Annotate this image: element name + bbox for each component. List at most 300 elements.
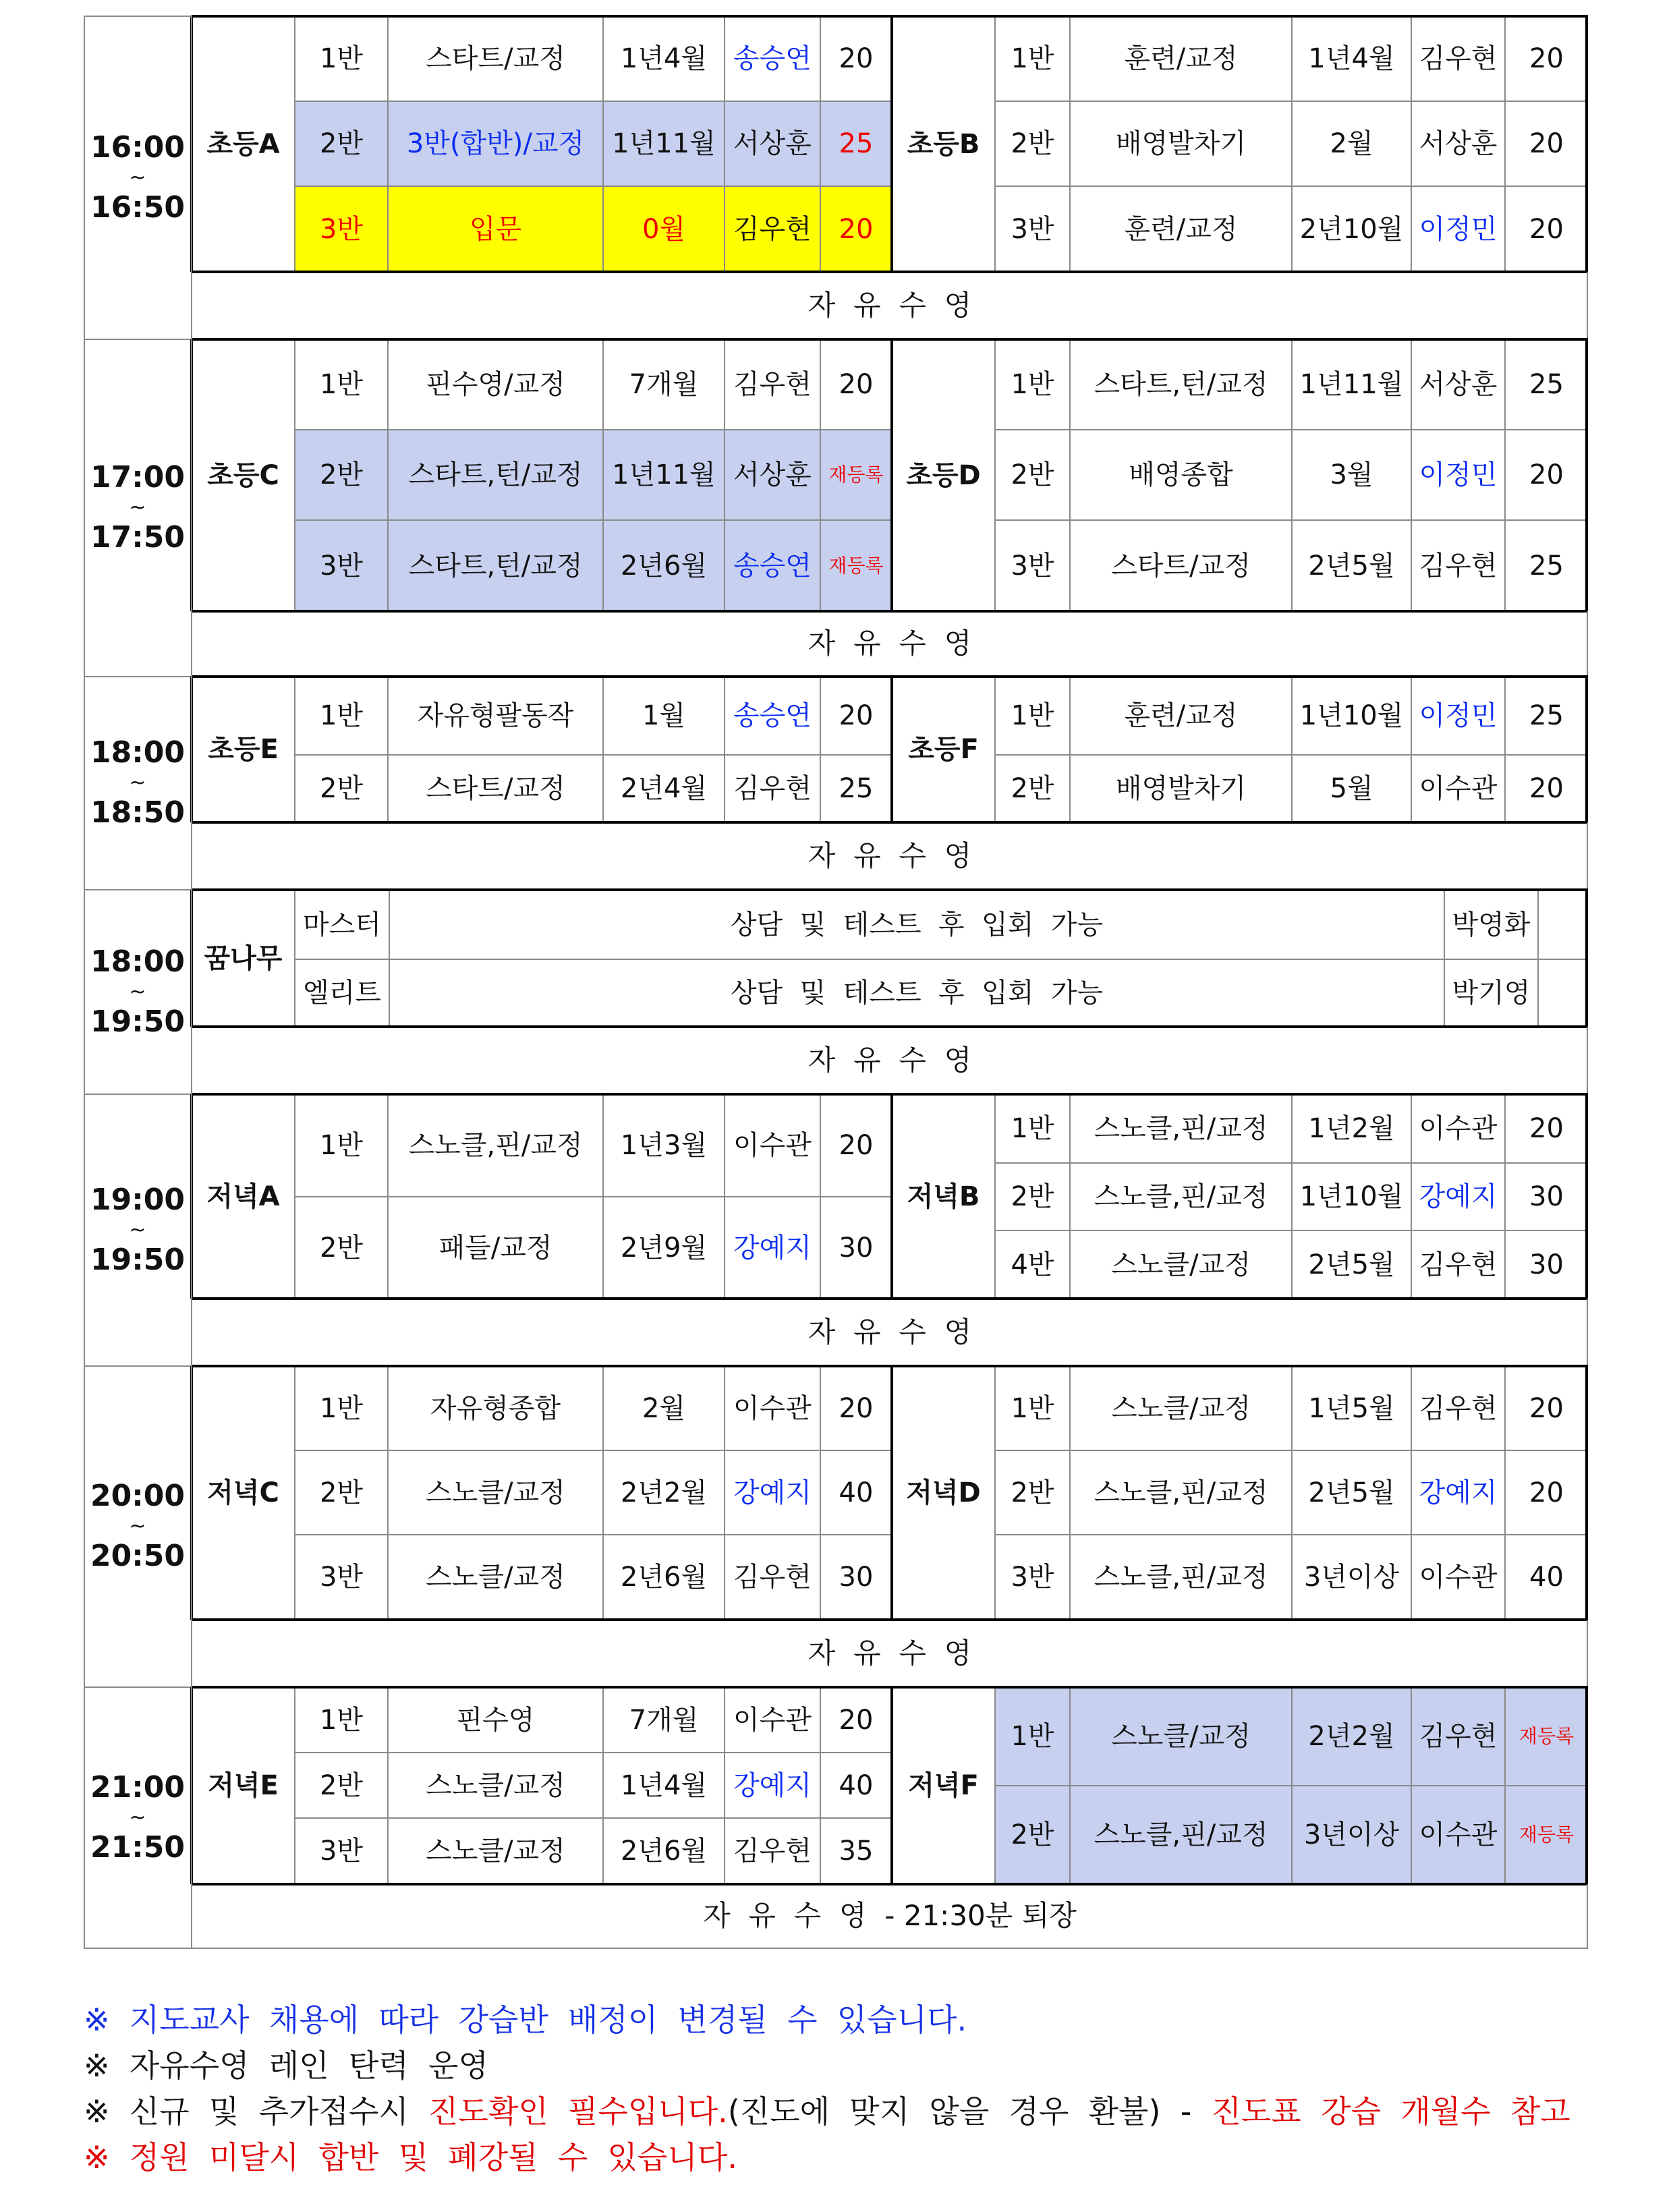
grid-line (1069, 1094, 1071, 1299)
grid-line (387, 339, 389, 611)
class-period: 1년3월 (620, 1130, 708, 1161)
class-capacity: 재등록 (1505, 1687, 1588, 1786)
class-period: 2년6월 (620, 1836, 708, 1867)
class-number: 1반 (1011, 1392, 1054, 1424)
class-period: 7개월 (629, 1704, 699, 1736)
class-period: 2년10월 (1299, 213, 1404, 245)
grid-line (1587, 822, 1588, 890)
teacher-name: 이수관 (733, 1392, 812, 1424)
class-number: 3반 (1011, 213, 1054, 245)
teacher-name: 김우현 (733, 369, 812, 400)
class-number: 2반 (1011, 459, 1054, 490)
time-separator: ~ (129, 165, 146, 190)
class-content: 자유형팔동작 (417, 700, 574, 731)
free-swim-row: 자 유 수 영 (807, 1315, 972, 1349)
grid-line (84, 16, 85, 1948)
grid-line (1291, 1094, 1293, 1299)
class-period: 2월 (642, 1392, 686, 1424)
grid-line (1585, 1687, 1588, 1884)
teacher-name: 이수관 (733, 1130, 812, 1161)
class-capacity: 25 (1529, 550, 1564, 582)
grid-line (1291, 16, 1293, 272)
class-capacity: 20 (820, 186, 892, 272)
time-separator: ~ (129, 496, 146, 519)
grid-line (294, 16, 295, 272)
class-number: 1반 (1011, 43, 1054, 74)
grid-line (387, 677, 389, 822)
grid-line (890, 1366, 893, 1620)
grid-line (1411, 677, 1412, 822)
time-slot (84, 1094, 192, 1366)
note-text: ※ 자유수영 레인 탄력 운영 (84, 2047, 488, 2084)
grid-line (1411, 16, 1412, 272)
class-number: 1반 (319, 369, 364, 400)
class-period: 2년6월 (603, 520, 725, 611)
class-number: 2반 (295, 430, 388, 520)
class-capacity: 35 (839, 1836, 874, 1867)
program-note: 상담 및 테스트 후 입회 가능 (730, 909, 1104, 940)
teacher-name: 강예지 (1419, 1477, 1498, 1508)
time-slot (84, 890, 192, 1094)
grid-line (192, 15, 1588, 18)
class-number: 1반 (1011, 700, 1054, 731)
teacher-name: 김우현 (725, 186, 820, 272)
class-content: 패들/교정 (438, 1232, 552, 1264)
time-end: 16:50 (90, 190, 186, 225)
grid-line (820, 1366, 821, 1620)
teacher-name: 박기영 (1452, 977, 1531, 1009)
teacher-name: 송승연 (725, 520, 820, 611)
teacher-name: 김우현 (733, 1836, 812, 1867)
class-period: 1년11월 (1299, 369, 1404, 400)
class-number: 1반 (319, 700, 364, 731)
teacher-name: 이수관 (1411, 1786, 1505, 1884)
class-content: 핀수영/교정 (426, 369, 565, 400)
grid-line (820, 339, 821, 611)
class-number: 4반 (1011, 1249, 1054, 1280)
teacher-name: 김우현 (1419, 550, 1498, 582)
class-period: 1년4월 (620, 43, 708, 74)
free-swim-row: 자 유 수 영 (807, 1636, 972, 1670)
grid-line (1069, 339, 1071, 611)
time-slot (84, 1366, 192, 1687)
grid-line (724, 1094, 725, 1299)
time-separator: ~ (129, 771, 146, 795)
grid-line (1504, 1366, 1506, 1620)
class-capacity: 20 (1529, 459, 1564, 490)
class-number: 2반 (1011, 773, 1054, 804)
class-number: 3반 (295, 520, 388, 611)
grid-line (994, 677, 996, 822)
grid-line (1069, 16, 1071, 272)
group-name: 저녁B (907, 1181, 980, 1212)
class-number: 2반 (295, 101, 388, 186)
class-content: 스노클,핀/교정 (1094, 1477, 1268, 1508)
class-number: 3반 (319, 1836, 364, 1867)
grid-line (602, 1094, 604, 1299)
teacher-name: 송승연 (733, 43, 812, 74)
grid-line (1411, 1366, 1412, 1620)
grid-line (602, 677, 604, 822)
class-capacity: 25 (1529, 369, 1564, 400)
class-period: 2년9월 (620, 1232, 708, 1264)
grid-line (295, 1450, 892, 1451)
teacher-name: 김우현 (1419, 1392, 1498, 1424)
note-line (84, 2043, 1588, 2089)
class-content: 스노클/교정 (426, 1836, 565, 1867)
grid-line (1537, 890, 1539, 1027)
class-number: 2반 (995, 1786, 1070, 1884)
class-capacity: 30 (1529, 1249, 1564, 1280)
class-period: 2년2월 (1292, 1687, 1411, 1786)
grid-line (994, 16, 996, 272)
teacher-name: 강예지 (1419, 1181, 1498, 1212)
group-name: 저녁E (208, 1770, 279, 1801)
grid-line (820, 16, 821, 272)
class-number: 3반 (319, 1562, 364, 1593)
grid-line (192, 888, 1588, 891)
class-content: 스타트/교정 (426, 773, 565, 804)
class-period: 1년10월 (1299, 700, 1404, 731)
grid-line (890, 1094, 893, 1299)
class-capacity: 25 (839, 773, 874, 804)
teacher-name: 서상훈 (725, 101, 820, 186)
class-content: 스타트,턴/교정 (1094, 369, 1268, 400)
grid-line (1587, 1027, 1588, 1094)
class-number: 1반 (1011, 369, 1054, 400)
class-content: 배영발차기 (1115, 128, 1247, 159)
teacher-name: 강예지 (733, 1477, 812, 1508)
grid-line (994, 1366, 996, 1620)
free-swim-row: 자 유 수 영 (807, 839, 972, 872)
grid-line (1504, 1094, 1506, 1299)
time-separator: ~ (129, 1805, 146, 1830)
class-content: 자유형종합 (430, 1392, 561, 1424)
grid-line (724, 1366, 725, 1620)
teacher-name: 이정민 (1419, 700, 1498, 731)
grid-line (387, 1366, 389, 1620)
grid-line (1504, 677, 1506, 822)
class-period: 1년11월 (603, 430, 725, 520)
time-separator: ~ (129, 980, 146, 1004)
grid-line (295, 186, 892, 187)
class-number: 3반 (1011, 1562, 1054, 1593)
class-content: 스타트,턴/교정 (388, 430, 603, 520)
free-swim-row: 자 유 수 영 (807, 288, 972, 322)
class-content: 스노클/교정 (426, 1769, 565, 1801)
class-content: 3반(합반)/교정 (388, 101, 603, 186)
time-start: 20:00 (90, 1479, 186, 1514)
class-number: 1반 (319, 43, 364, 74)
grid-line (389, 890, 390, 1027)
note-text: ※ 신규 및 추가접수시 (84, 2093, 429, 2130)
teacher-name: 김우현 (1411, 1687, 1505, 1786)
group-name: 초등E (208, 734, 279, 765)
class-capacity: 20 (839, 1392, 874, 1424)
class-number: 2반 (1011, 1477, 1054, 1508)
time-end: 18:50 (90, 795, 186, 830)
grid-line (387, 1687, 389, 1884)
teacher-name: 김우현 (733, 773, 812, 804)
class-period: 5월 (1330, 773, 1373, 804)
grid-line (890, 677, 893, 822)
teacher-name: 서상훈 (725, 430, 820, 520)
time-slot (84, 1687, 192, 1948)
class-capacity: 20 (1529, 1392, 1564, 1424)
grid-line (1587, 1884, 1588, 1948)
grid-line (1291, 677, 1293, 822)
grid-line (602, 1687, 604, 1884)
class-capacity: 20 (839, 369, 874, 400)
time-start: 19:00 (90, 1182, 186, 1217)
class-capacity: 20 (1529, 213, 1564, 245)
free-swim-row: 자 유 수 영 - 21:30분 퇴장 (703, 1899, 1077, 1933)
class-capacity: 30 (839, 1232, 874, 1264)
grid-line (387, 1094, 389, 1299)
class-capacity: 30 (1529, 1181, 1564, 1212)
note-line (84, 2134, 1588, 2180)
class-number: 2반 (319, 1477, 364, 1508)
free-swim-row: 자 유 수 영 (807, 1043, 972, 1077)
class-content: 스노클/교정 (426, 1477, 565, 1508)
grid-line (294, 339, 295, 611)
grid-line (387, 16, 389, 272)
note-text: 진도표 강습 개월수 참고 (1211, 2093, 1570, 2130)
class-capacity: 20 (1529, 43, 1564, 74)
class-content: 배영발차기 (1115, 773, 1247, 804)
time-separator: ~ (129, 1514, 146, 1538)
class-period: 1년4월 (620, 1769, 708, 1801)
grid-line (890, 16, 893, 272)
free-swim-row: 자 유 수 영 (807, 627, 972, 660)
class-period: 7개월 (629, 369, 699, 400)
grid-line (820, 677, 821, 822)
class-period: 2년5월 (1308, 550, 1395, 582)
class-period: 1년11월 (603, 101, 725, 186)
grid-line (890, 1687, 893, 1884)
class-number: 1반 (319, 1392, 364, 1424)
teacher-name: 김우현 (1419, 43, 1498, 74)
grid-line (602, 1366, 604, 1620)
grid-line (1069, 677, 1071, 822)
teacher-name: 박영화 (1452, 909, 1531, 940)
class-number: 2반 (319, 1769, 364, 1801)
teacher-name: 송승연 (733, 700, 812, 731)
class-capacity: 20 (839, 700, 874, 731)
grid-line (192, 1686, 1588, 1689)
class-capacity: 20 (1529, 1113, 1564, 1144)
grid-line (295, 754, 892, 756)
class-number: 2반 (319, 773, 364, 804)
class-capacity: 20 (839, 43, 874, 74)
class-period: 0월 (603, 186, 725, 272)
class-number: 1반 (319, 1704, 364, 1736)
class-period: 3년이상 (1292, 1786, 1411, 1884)
class-number: 3반 (1011, 550, 1054, 582)
time-end: 19:50 (90, 1242, 186, 1277)
class-capacity: 20 (1529, 128, 1564, 159)
grid-line (295, 1752, 892, 1753)
group-name: 초등F (908, 734, 979, 765)
group-name: 초등B (907, 128, 980, 160)
grid-line (602, 339, 604, 611)
grid-line (295, 1817, 892, 1819)
grid-line (1587, 1620, 1588, 1687)
class-capacity: 25 (820, 101, 892, 186)
grid-line (1587, 272, 1588, 339)
class-content: 배영종합 (1129, 459, 1233, 490)
grid-line (994, 1687, 996, 1884)
grid-line (1291, 1366, 1293, 1620)
class-capacity: 30 (839, 1562, 874, 1593)
class-period: 2월 (1330, 128, 1373, 159)
class-capacity: 40 (1529, 1562, 1564, 1593)
class-content: 스노클/교정 (1111, 1249, 1251, 1280)
grid-line (1411, 1687, 1412, 1884)
empty-cell (1538, 959, 1588, 1027)
time-end: 19:50 (90, 1004, 186, 1039)
grid-line (1585, 890, 1588, 1027)
time-end: 20:50 (90, 1539, 186, 1573)
notes-section (84, 1997, 1588, 2180)
class-capacity: 재등록 (820, 520, 892, 611)
grid-line (192, 338, 1588, 341)
grid-line (295, 1196, 892, 1197)
grid-line (192, 675, 1588, 678)
grid-line (84, 1948, 1588, 1949)
class-period: 1년2월 (1308, 1113, 1395, 1144)
grid-line (602, 16, 604, 272)
empty-cell (1538, 890, 1588, 959)
class-period: 2년6월 (620, 1562, 708, 1593)
class-capacity: 40 (839, 1477, 874, 1508)
class-capacity: 20 (1529, 1477, 1564, 1508)
grid-line (724, 1687, 725, 1884)
time-slot (84, 677, 192, 890)
class-period: 1년10월 (1299, 1181, 1404, 1212)
class-capacity: 25 (1529, 700, 1564, 731)
grid-line (1291, 339, 1293, 611)
teacher-name: 이수관 (1419, 773, 1498, 804)
teacher-name: 이정민 (1419, 459, 1498, 490)
class-capacity: 재등록 (1505, 1786, 1588, 1884)
grid-line (724, 677, 725, 822)
teacher-name: 강예지 (733, 1232, 812, 1264)
teacher-name: 이수관 (1419, 1113, 1498, 1144)
grid-line (294, 890, 295, 1027)
grid-line (820, 1094, 821, 1299)
grid-line (1585, 16, 1588, 272)
grid-line (724, 16, 725, 272)
program-name: 마스터 (303, 909, 381, 940)
grid-line (295, 101, 892, 102)
time-start: 18:00 (90, 735, 186, 770)
note-text: (진도에 맞지 않을 경우 환불) - (727, 2093, 1212, 2130)
grid-line (192, 1365, 1588, 1367)
time-slot (84, 339, 192, 677)
class-period: 2년2월 (620, 1477, 708, 1508)
grid-line (1069, 1687, 1071, 1884)
grid-line (1504, 1687, 1506, 1884)
grid-line (820, 1687, 821, 1884)
grid-line (1411, 1094, 1412, 1299)
teacher-name: 이정민 (1419, 213, 1498, 245)
class-content: 스노클,핀/교정 (408, 1130, 583, 1161)
grid-line (295, 519, 892, 521)
class-content: 핀수영 (456, 1704, 535, 1736)
class-capacity: 40 (839, 1769, 874, 1801)
time-separator: ~ (129, 1218, 146, 1242)
program-note: 상담 및 테스트 후 입회 가능 (730, 977, 1104, 1009)
class-content: 훈련/교정 (1124, 43, 1238, 74)
class-capacity: 20 (839, 1130, 874, 1161)
time-end: 17:50 (90, 520, 186, 555)
class-content: 스타트,턴/교정 (388, 520, 603, 611)
grid-line (890, 339, 893, 611)
teacher-name: 김우현 (1419, 1249, 1498, 1280)
grid-line (994, 1094, 996, 1299)
class-period: 1월 (642, 700, 686, 731)
grid-line (295, 959, 1588, 960)
grid-line (191, 16, 192, 1948)
group-name: 저녁C (207, 1477, 279, 1508)
class-number: 2반 (1011, 1181, 1054, 1212)
group-name: 초등A (206, 128, 280, 160)
class-period: 2년5월 (1308, 1249, 1395, 1280)
grid-line (994, 339, 996, 611)
class-number: 2반 (319, 1232, 364, 1264)
group-name: 꿈나무 (204, 942, 283, 974)
time-start: 18:00 (90, 944, 186, 979)
class-capacity: 20 (839, 1704, 874, 1736)
class-content: 입문 (388, 186, 603, 272)
grid-line (1291, 1687, 1293, 1884)
group-name: 저녁F (908, 1770, 979, 1801)
grid-line (1585, 339, 1588, 611)
teacher-name: 서상훈 (1419, 128, 1498, 159)
grid-line (724, 339, 725, 611)
grid-line (1585, 677, 1588, 822)
grid-line (1585, 1366, 1588, 1620)
grid-line (295, 429, 892, 430)
note-text: 진도확인 필수입니다. (428, 2093, 728, 2130)
grid-line (294, 1094, 295, 1299)
class-period: 3월 (1330, 459, 1373, 490)
group-name: 초등C (207, 459, 279, 491)
class-content: 스노클,핀/교정 (1094, 1113, 1268, 1144)
grid-line (1585, 1094, 1588, 1299)
teacher-name: 서상훈 (1419, 369, 1498, 400)
grid-line (294, 1366, 295, 1620)
class-period: 1년5월 (1308, 1392, 1395, 1424)
grid-line (1069, 1366, 1071, 1620)
note-line (84, 1997, 1588, 2043)
class-capacity: 20 (1529, 773, 1564, 804)
class-content: 훈련/교정 (1124, 700, 1238, 731)
class-number: 2반 (1011, 128, 1054, 159)
note-text: ※ 지도교사 채용에 따라 강습반 배정이 변경될 수 있습니다. (84, 2002, 967, 2038)
class-content: 스노클/교정 (1070, 1687, 1292, 1786)
grid-line (1587, 1299, 1588, 1366)
note-text: ※ 정원 미달시 합반 및 폐강될 수 있습니다. (84, 2139, 737, 2176)
teacher-name: 강예지 (733, 1769, 812, 1801)
class-content: 스타트/교정 (426, 43, 565, 74)
grid-line (294, 677, 295, 822)
teacher-name: 이수관 (733, 1704, 812, 1736)
teacher-name: 이수관 (1419, 1562, 1498, 1593)
time-start: 21:00 (90, 1769, 186, 1805)
grid-line (1504, 16, 1506, 272)
